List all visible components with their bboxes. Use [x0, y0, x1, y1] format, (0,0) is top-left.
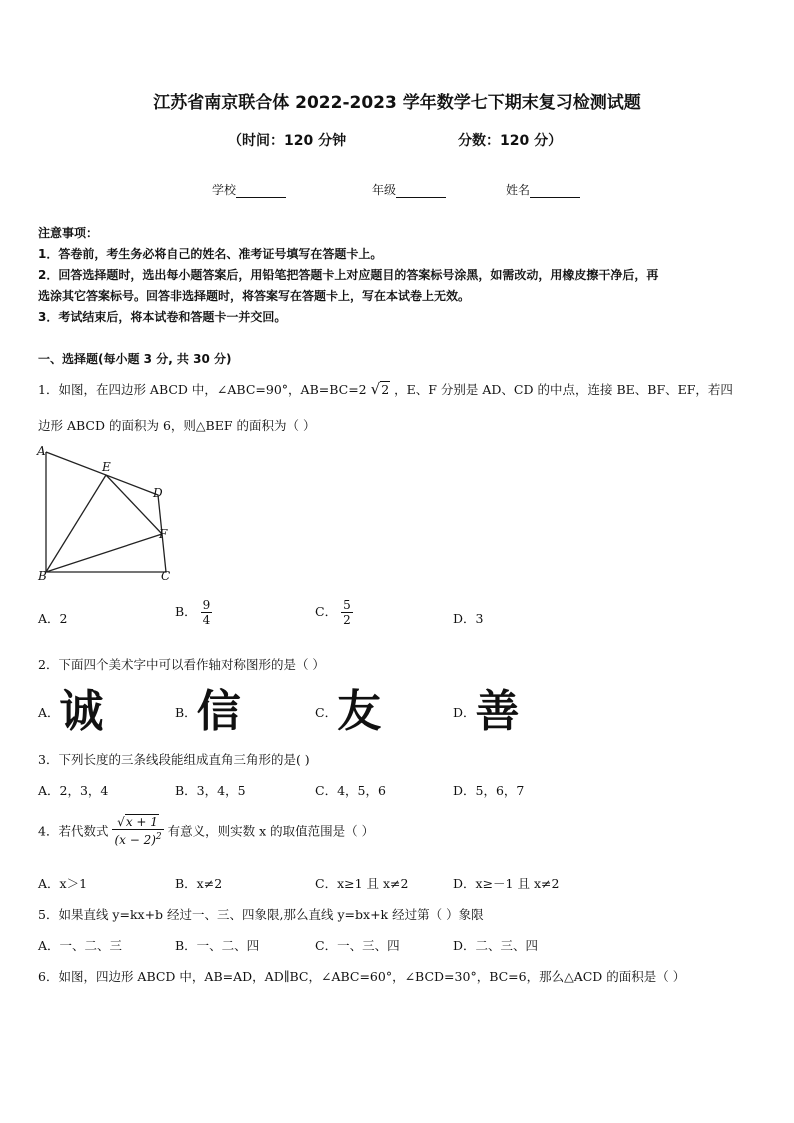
total-score: 分数：120 分） — [458, 133, 563, 149]
q3-option-a[interactable]: A．2，3，4 — [38, 783, 109, 798]
school-label: 学校 — [212, 183, 237, 197]
section-heading: 一、选择题(每小题 3 分, 共 30 分) — [38, 352, 232, 366]
q2-option-a[interactable]: A．诚 — [38, 686, 104, 737]
q4-option-b[interactable]: B．x≠2 — [175, 876, 223, 891]
note-item: 3．考试结束后，将本试卷和答题卡一并交回。 — [38, 310, 287, 324]
q2-option-c[interactable]: C．友 — [315, 686, 382, 737]
q1-option-b[interactable]: B． $\frac{9}{4}$ — [175, 598, 211, 627]
q1-option-c[interactable]: C． $\frac{5}{2}$ — [315, 598, 351, 627]
question-5-stem: 5．如果直线 y=kx+b 经过一、三、四象限,那么直线 y=bx+k 经过第（ ）象限 — [38, 907, 484, 922]
art-char-you: 友 — [337, 686, 382, 737]
label-f: F — [159, 527, 168, 541]
grade-label: 年级 — [372, 183, 397, 197]
question-2-stem: 2．下面四个美术字中可以看作轴对称图形的是（ ） — [38, 657, 325, 672]
q2-option-d[interactable]: D．善 — [453, 686, 520, 737]
q3-option-c[interactable]: C．4，5，6 — [315, 783, 386, 798]
label-a: A — [37, 444, 46, 458]
notes-heading: 注意事项： — [38, 226, 99, 240]
note-item: 选涂其它答案标号。回答非选择题时，将答案写在答题卡上，写在本试卷上无效。 — [38, 289, 471, 303]
q2-option-b[interactable]: B．信 — [175, 686, 241, 737]
name-label: 姓名 — [506, 183, 531, 197]
label-e: E — [102, 460, 111, 474]
label-c: C — [161, 569, 171, 583]
note-item: 2．回答选择题时，选出每小题答案后，用铅笔把答题卡上对应题目的答案标号涂黑，如需改动，用橡皮擦干净后，再 — [38, 268, 659, 282]
school-blank[interactable] — [236, 185, 286, 198]
name-blank[interactable] — [530, 185, 580, 198]
q1-option-a[interactable]: A．2 — [38, 611, 68, 626]
quadrilateral-figure — [34, 440, 184, 590]
q4-option-d[interactable]: D．x≥－1 且 x≠2 — [453, 876, 560, 891]
q4-option-a[interactable]: A．x＞1 — [38, 876, 88, 891]
q5-option-d[interactable]: D．二、三、四 — [453, 938, 539, 953]
segment-bf — [46, 534, 162, 572]
q1-option-d[interactable]: D．3 — [453, 611, 484, 626]
question-4-stem: 4．若代数式 $\frac{√x + 1}{(x - 2)^2}$ 有意义，则实数 x 的取值范围是（ ） — [38, 815, 375, 847]
art-char-xin: 信 — [196, 686, 241, 737]
segment-be — [46, 475, 106, 572]
q5-option-b[interactable]: B．一、二、四 — [175, 938, 260, 953]
label-d: D — [153, 486, 163, 500]
school-field — [212, 181, 286, 198]
note-item: 1．答卷前，考生务必将自己的姓名、准考证号填写在答题卡上。 — [38, 247, 383, 261]
grade-blank[interactable] — [396, 185, 446, 198]
exam-title: 江苏省南京联合体 2022-2023 学年数学七下期末复习检测试题 — [153, 93, 641, 113]
q3-option-d[interactable]: D．5，6，7 — [453, 783, 525, 798]
grade-field — [372, 181, 446, 198]
q5-option-c[interactable]: C．一、三、四 — [315, 938, 400, 953]
art-char-cheng: 诚 — [59, 686, 104, 737]
question-1-line-2: 边形 ABCD 的面积为 6，则△BEF 的面积为（ ） — [38, 418, 316, 433]
question-1-line-1: 1．如图，在四边形 ABCD 中，∠ABC=90°，AB=BC=2 √2 ，E、F 分别是 AD、CD 的中点，连接 BE、BF、EF，若四 — [38, 380, 733, 398]
question-6-stem: 6．如图，四边形 ABCD 中，AB=AD，AD∥BC，∠ABC=60°，∠BCD=30°，BC=6，那么△ACD 的面积是（ ） — [38, 969, 686, 984]
q4-option-c[interactable]: C．x≥1 且 x≠2 — [315, 876, 409, 891]
label-b: B — [38, 569, 47, 583]
q5-option-a[interactable]: A．一、二、三 — [38, 938, 123, 953]
name-field — [506, 181, 580, 198]
q3-option-b[interactable]: B．3，4，5 — [175, 783, 246, 798]
art-char-shan: 善 — [475, 686, 520, 737]
sqrt-radicand: 2 — [381, 382, 390, 397]
time-limit: （时间：120 分钟 — [228, 133, 347, 149]
segment-ef — [106, 475, 162, 534]
radical-fraction: $\frac{√x + 1}{(x - 2)^2}$ — [114, 815, 162, 847]
question-3-stem: 3．下列长度的三条线段能组成直角三角形的是( ) — [38, 752, 310, 767]
